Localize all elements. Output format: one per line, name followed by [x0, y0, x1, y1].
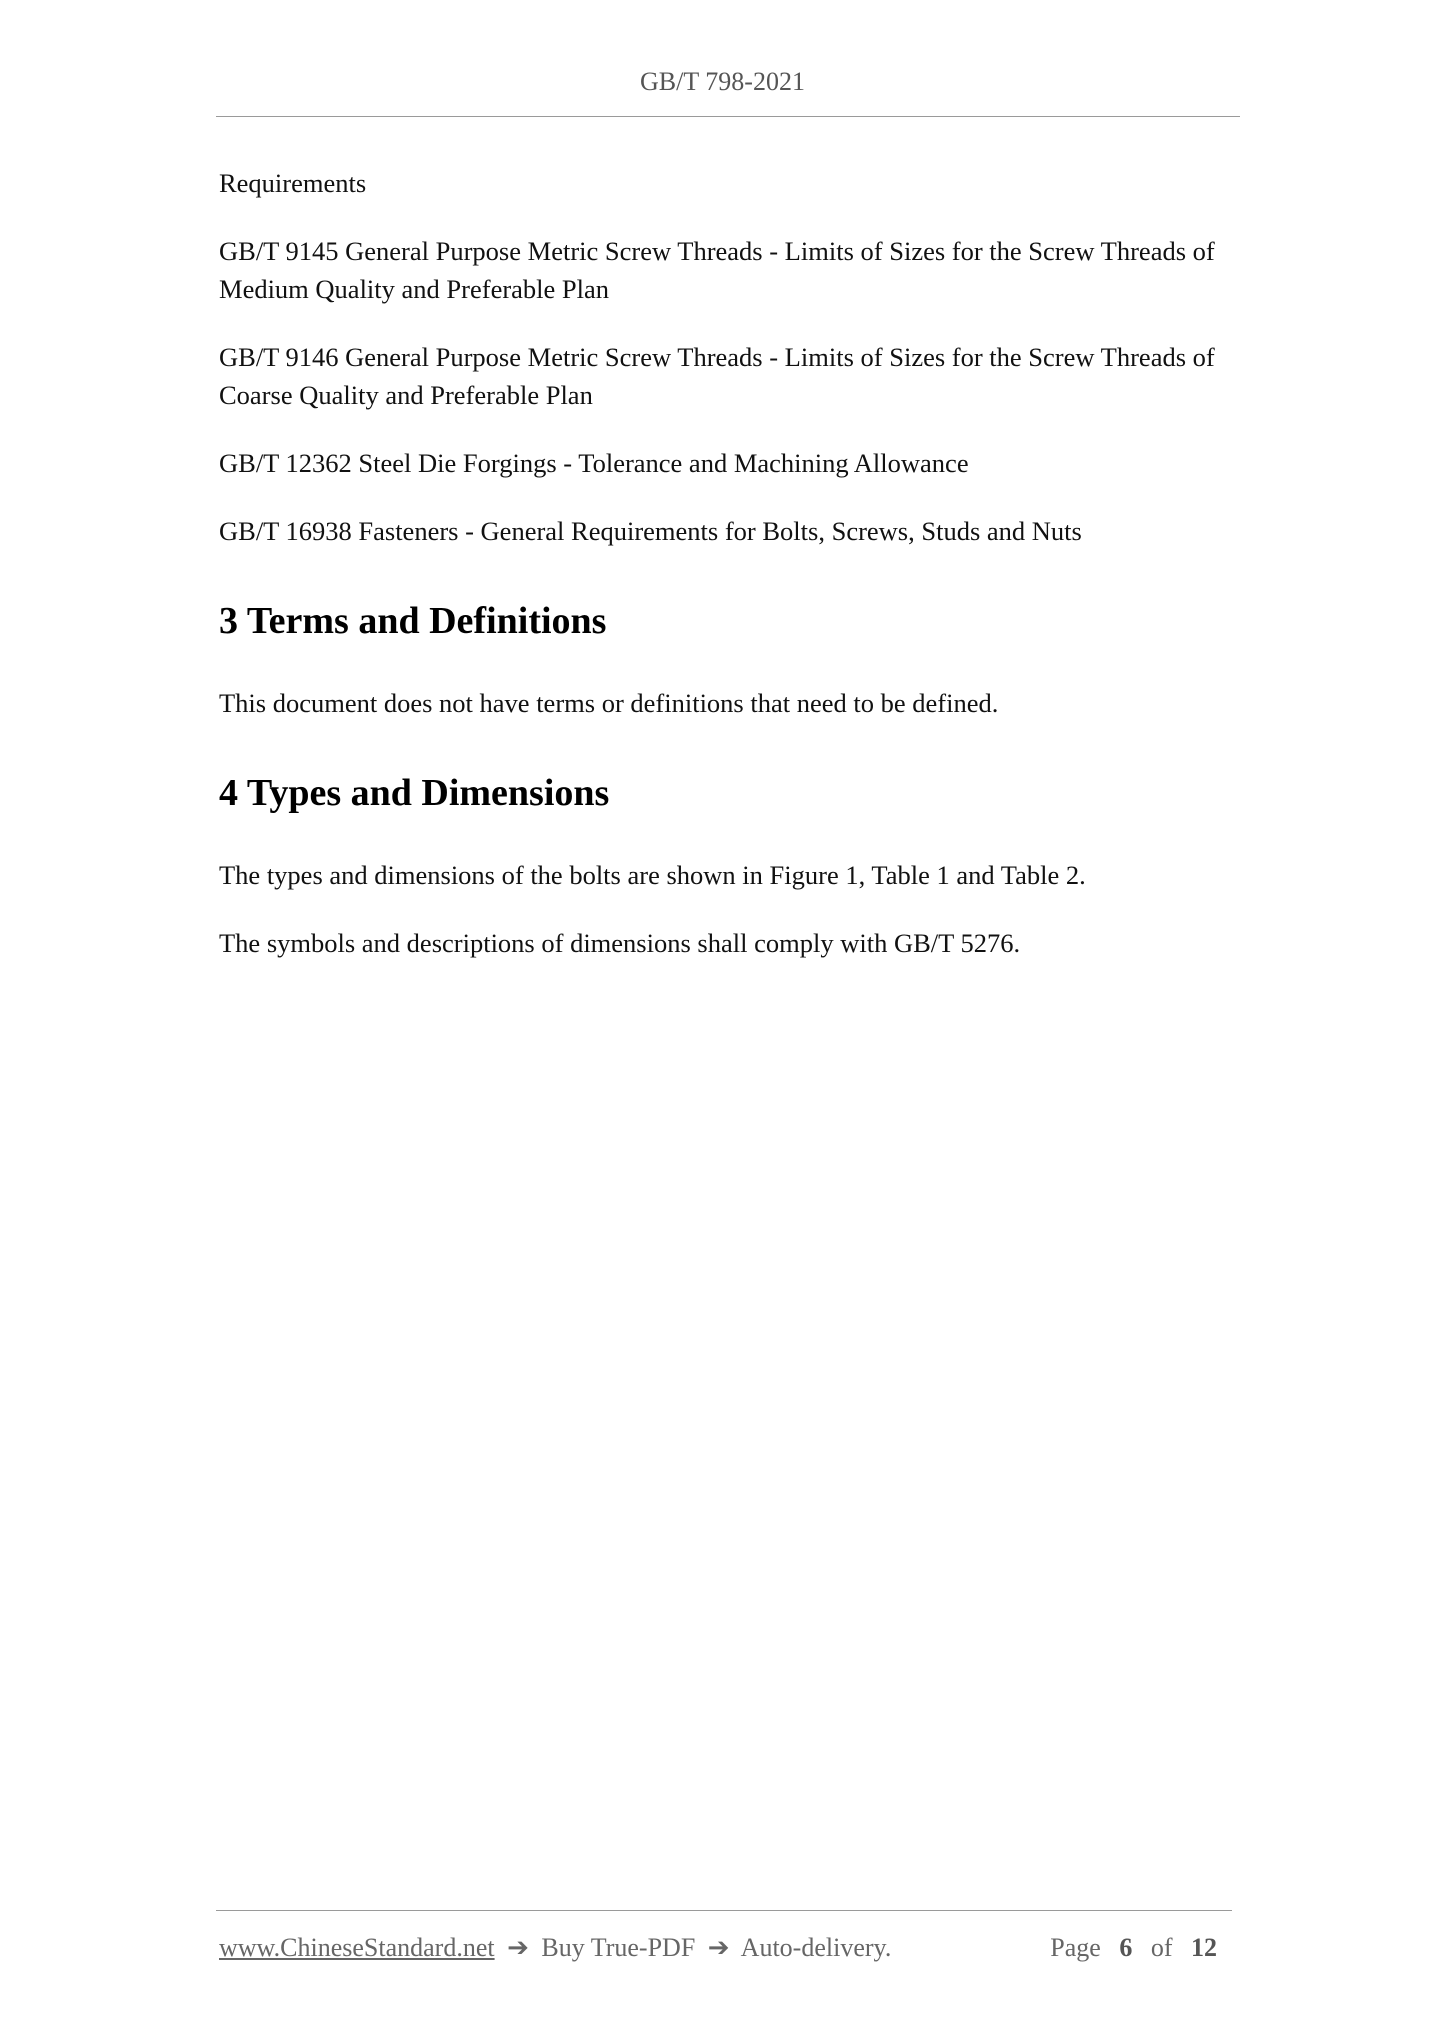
page-counter [1050, 1930, 1229, 1966]
section-4-paragraph-2: The symbols and descriptions of dimensions shall comply with GB/T 5276. [219, 928, 1021, 958]
footer-promo [219, 1930, 891, 1966]
total-pages: 12 [1191, 1933, 1217, 1962]
section-3-text: This document does not have terms or definitions that need to be defined. [219, 688, 999, 718]
website-link[interactable]: www.ChineseStandard.net [219, 1933, 495, 1962]
footer-divider [216, 1910, 1232, 1911]
reference-gbt-9146: GB/T 9146 General Purpose Metric Screw Threads - Limits of Sizes for the Screw Threads of Coarse Quality and Preferable Plan [219, 342, 1215, 410]
reference-continuation: Requirements [219, 168, 367, 198]
page-number: 6 [1119, 1933, 1133, 1962]
header-divider [216, 116, 1240, 117]
reference-gbt-12362: GB/T 12362 Steel Die Forgings - Tolerance and Machining Allowance [219, 448, 969, 478]
arrow-right-icon: ➔ [707, 1933, 730, 1962]
page-footer [219, 1930, 1229, 1966]
of-label: of [1150, 1933, 1173, 1962]
arrow-right-icon: ➔ [507, 1933, 529, 1962]
buy-true-pdf-text: Buy True-PDF [541, 1933, 696, 1962]
page-label: Page [1050, 1933, 1101, 1962]
document-body [219, 164, 1241, 992]
reference-gbt-9145: GB/T 9145 General Purpose Metric Screw Threads - Limits of Sizes for the Screw Threads of Medium Quality and Preferable Plan [219, 236, 1215, 304]
section-4-heading: 4 Types and Dimensions [219, 772, 610, 814]
reference-gbt-16938: GB/T 16938 Fasteners - General Requirements for Bolts, Screws, Studs and Nuts [219, 516, 1082, 546]
section-3-heading: 3 Terms and Definitions [219, 600, 607, 642]
auto-delivery-text: Auto-delivery. [740, 1933, 892, 1962]
section-4-paragraph-1: The types and dimensions of the bolts are shown in Figure 1, Table 1 and Table 2. [219, 860, 1086, 890]
page-header-title: GB/T 798-2021 [640, 67, 805, 96]
